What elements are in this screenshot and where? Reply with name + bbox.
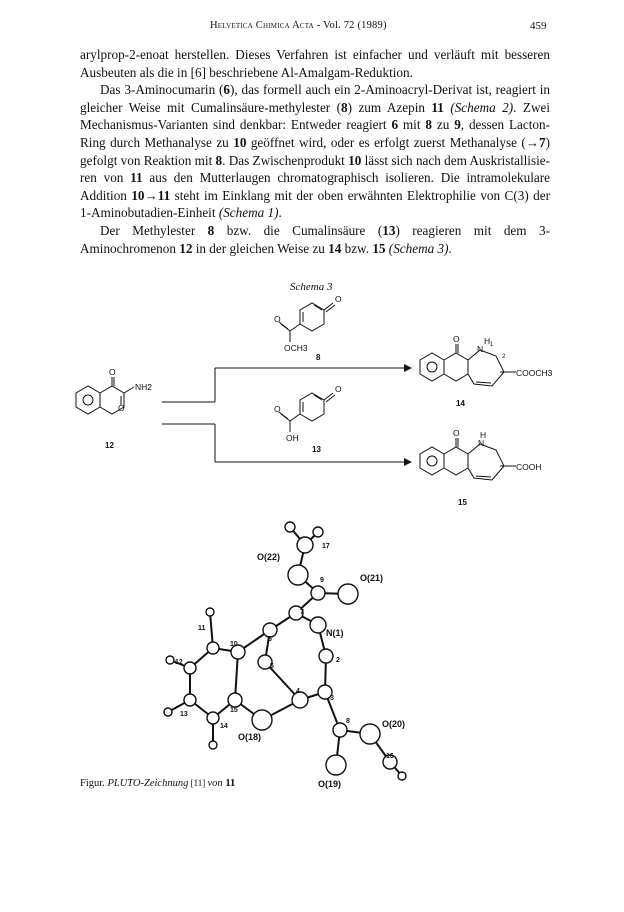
label-compound-12: 12 — [105, 441, 114, 450]
svg-text:O: O — [453, 428, 460, 438]
svg-text:O: O — [118, 403, 125, 413]
svg-text:5: 5 — [270, 663, 274, 670]
paragraph-1: arylprop-2-enoat herstellen. Dieses Verfahren ist einfacher und verläuft mit besseren Ausbeuten als die in [6] beschriebene Al-Amalgam-Reduktion. — [80, 47, 550, 80]
svg-text:NH2: NH2 — [135, 382, 153, 392]
svg-text:16: 16 — [386, 753, 394, 760]
svg-text:9: 9 — [320, 577, 324, 584]
schema-title: Schema 3 — [290, 281, 333, 293]
svg-text:N: N — [477, 344, 484, 354]
svg-text:7: 7 — [300, 609, 304, 616]
label-o: O — [335, 294, 342, 304]
svg-text:11: 11 — [198, 625, 206, 632]
svg-text:17: 17 — [322, 543, 330, 550]
svg-text:H: H — [484, 336, 491, 346]
svg-text:2: 2 — [502, 354, 506, 360]
svg-text:3: 3 — [330, 695, 334, 702]
svg-text:10: 10 — [230, 641, 238, 648]
page-number: 459 — [530, 20, 547, 32]
svg-text:COOH: COOH — [516, 462, 542, 472]
journal-title: Helvetica Chimica Acta - Vol. 72 (1989) — [210, 20, 387, 31]
svg-text:O(20): O(20) — [382, 719, 406, 729]
svg-text:O: O — [274, 314, 281, 324]
svg-text:H: H — [480, 430, 487, 440]
paragraph-2: Das 3-Aminocumarin (6), das formell auch ein 2-Aminoacryl-Derivat ist, reagiert in gleicher Weise mit Cumalinsäure-methylester (8) zum Azepin 11 (Schema 2). Zwei Mechanismus-Varianten sind denkbar: Entweder reagiert 6 mit 8 zu 9, dessen Lacton-Ring durch Methanalyse zu 10 geöffnet wird, oder es erfolgt zuerst Methanalyse (→7) gefolgt von Reaktion mit 8. Das Zwischenprodukt 10 lässt sich nach dem Auskristallisie-ren von 11 aus den Mutterlaugen chromatographisch isolieren. Die intramolekulare Addition 10→11 steht im Einklang mit der oben erwähnten Elektrophilie von C(3) der 1-Aminobutadien-Einheit (Schema 1). — [80, 82, 551, 221]
svg-text:13: 13 — [180, 711, 188, 718]
svg-text:12: 12 — [175, 659, 183, 666]
svg-text:6: 6 — [268, 636, 272, 643]
svg-text:N: N — [478, 438, 485, 448]
svg-text:O: O — [109, 367, 116, 377]
svg-text:O: O — [335, 384, 342, 394]
svg-text:OCH3: OCH3 — [284, 343, 308, 353]
svg-text:4: 4 — [296, 688, 300, 695]
svg-text:1: 1 — [490, 342, 494, 348]
svg-text:O(21): O(21) — [360, 573, 384, 583]
svg-text:O: O — [274, 404, 281, 414]
label-compound-15: 15 — [458, 498, 467, 507]
svg-text:O(22): O(22) — [257, 552, 281, 562]
svg-text:15: 15 — [230, 707, 238, 714]
svg-text:COOCH3: COOCH3 — [516, 368, 553, 378]
svg-text:2: 2 — [336, 657, 340, 664]
label-compound-14: 14 — [456, 399, 465, 408]
svg-text:14: 14 — [220, 723, 228, 730]
svg-text:O(19): O(19) — [318, 779, 342, 789]
svg-text:O(18): O(18) — [238, 732, 262, 742]
svg-text:O: O — [453, 334, 460, 344]
label-compound-8: 8 — [316, 353, 321, 362]
svg-text:OH: OH — [286, 433, 299, 443]
label-compound-13: 13 — [312, 445, 321, 454]
figure-caption: Figur. PLUTO-Zeichnung [11] von 11 — [80, 778, 236, 789]
svg-text:N(1): N(1) — [326, 628, 344, 638]
svg-text:8: 8 — [346, 718, 350, 725]
paragraph-3: Der Methylester 8 bzw. die Cumalinsäure (13) reagieren mit dem 3-Aminochromenon 12 in der gleichen Weise zu 14 bzw. 15 (Schema 3). — [80, 222, 550, 256]
